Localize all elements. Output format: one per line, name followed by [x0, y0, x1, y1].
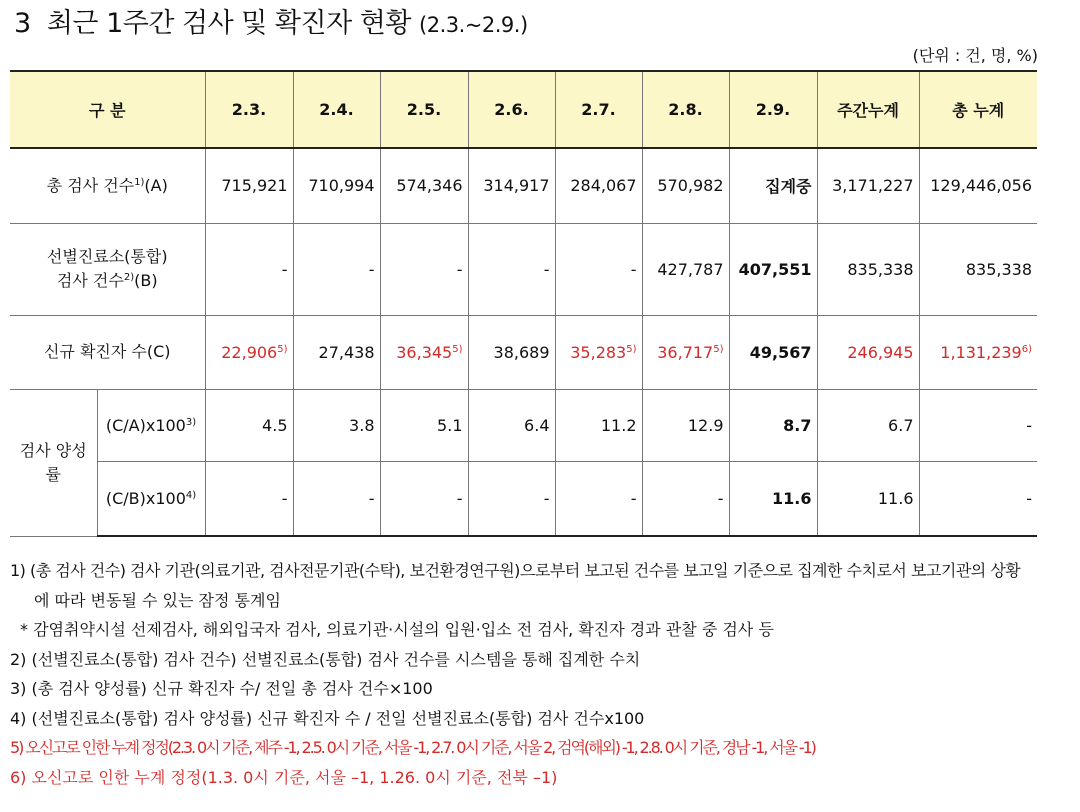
value-cell: -	[380, 461, 468, 536]
row-positivity-ca	[10, 389, 1037, 461]
sub-label-ca: (C/A)x100$^{3)}$	[97, 389, 205, 461]
value-cell-corrected: 36,717$^{5)}$	[642, 315, 729, 389]
value-cell: -	[293, 461, 380, 536]
row-label-total-tests: 총 검사 건수$^{1)}$(A)	[10, 148, 205, 223]
row-new-cases	[10, 315, 1037, 389]
value-cell-latest: 407,551	[729, 223, 817, 315]
row-screening-tests	[10, 223, 1037, 315]
title-main: 3 최근 1주간 검사 및 확진자 현황	[14, 8, 411, 39]
value-cell: -	[205, 461, 293, 536]
value-cell: 574,346	[380, 148, 468, 223]
total-cell: 129,446,056	[919, 148, 1037, 223]
value-cell: 27,438	[293, 315, 380, 389]
value-cell: -	[380, 223, 468, 315]
value-cell: 38,689	[468, 315, 555, 389]
header-date: 2.7.	[555, 71, 642, 148]
footnote-3: 3) (총 검사 양성률) 신규 확진자 수/ 전일 총 검사 건수×100	[10, 679, 433, 698]
value-cell: 5.1	[380, 389, 468, 461]
value-cell: -	[642, 461, 729, 536]
weekly-cell: 246,945	[817, 315, 919, 389]
value-cell: 427,787	[642, 223, 729, 315]
header-cumulative-total: 총 누계	[919, 71, 1037, 148]
testing-status-table	[10, 70, 1037, 537]
total-cell: 1,131,239$^{6)}$	[919, 315, 1037, 389]
row-total-tests	[10, 148, 1037, 223]
value-cell-corrected: 35,283$^{5)}$	[555, 315, 642, 389]
weekly-cell: 6.7	[817, 389, 919, 461]
value-cell: -	[555, 461, 642, 536]
value-cell-corrected: 22,906$^{5)}$	[205, 315, 293, 389]
value-cell: -	[205, 223, 293, 315]
footnote-6: 6) 오신고로 인한 누계 정정(1.3. 0시 기준, 서울 –1, 1.26. 0시 기준, 전북 –1)	[10, 767, 558, 787]
footnote-star: * 감염취약시설 선제검사, 해외입국자 검사, 의료기관·시설의 입원·입소 전 검사, 확진자 경과 관찰 중 검사 등	[20, 620, 774, 639]
header-date: 2.9.	[729, 71, 817, 148]
footnote-2: 2) (선별진료소(통합) 검사 건수) 선별진료소(통합) 검사 건수를 시스템을 통해 집계한 수치	[10, 649, 641, 669]
weekly-cell: 11.6	[817, 461, 919, 536]
page-title	[14, 4, 528, 45]
footnote-5: 5) 오신고로 인한 누계 정정(2.3. 0시 기준, 제주 -1, 2.5. 0시 기준, 서울 -1, 2.7. 0시 기준, 서울 2, 검역(해외) -1, 2.8. 0시 기준, 경남 -1, 서울 -1)	[10, 738, 815, 757]
header-date: 2.6.	[468, 71, 555, 148]
header-date: 2.3.	[205, 71, 293, 148]
value-cell: 3.8	[293, 389, 380, 461]
unit-note: (단위 : 건, 명, %)	[912, 46, 1038, 65]
value-cell: 6.4	[468, 389, 555, 461]
header-date: 2.4.	[293, 71, 380, 148]
value-cell-latest: 11.6	[729, 461, 817, 536]
row-positivity-cb	[10, 461, 1037, 536]
value-cell: 314,917	[468, 148, 555, 223]
total-cell: -	[919, 461, 1037, 536]
table-header-row	[10, 71, 1037, 148]
value-cell-latest: 49,567	[729, 315, 817, 389]
total-cell: -	[919, 389, 1037, 461]
weekly-cell: 3,171,227	[817, 148, 919, 223]
row-label-screening-tests: 선별진료소(통합) 검사 건수$^{2)}$(B)	[10, 223, 205, 315]
value-cell: -	[555, 223, 642, 315]
value-cell: -	[468, 223, 555, 315]
row-label-positivity: 검사 양성률	[10, 389, 97, 536]
value-cell: 710,994	[293, 148, 380, 223]
weekly-cell: 835,338	[817, 223, 919, 315]
footnote-1: 1) (총 검사 건수) 검사 기관(의료기관, 검사전문기관(수탁), 보건환경연구원)으로부터 보고된 건수를 보고일 기준으로 집계한 수치로서 보고기관의 상황	[10, 561, 1021, 580]
title-date-range: (2.3.~2.9.)	[419, 13, 528, 37]
value-cell-latest: 8.7	[729, 389, 817, 461]
value-cell: 284,067	[555, 148, 642, 223]
value-cell: 4.5	[205, 389, 293, 461]
value-cell: 715,921	[205, 148, 293, 223]
footnote-1-continued: 에 따라 변동될 수 있는 잠정 통계임	[34, 590, 281, 610]
header-date: 2.5.	[380, 71, 468, 148]
value-cell: 11.2	[555, 389, 642, 461]
header-date: 2.8.	[642, 71, 729, 148]
value-cell-corrected: 36,345$^{5)}$	[380, 315, 468, 389]
value-cell: -	[293, 223, 380, 315]
sub-label-cb: (C/B)x100$^{4)}$	[97, 461, 205, 536]
value-cell: 12.9	[642, 389, 729, 461]
total-cell: 835,338	[919, 223, 1037, 315]
footnote-4: 4) (선별진료소(통합) 검사 양성률) 신규 확진자 수 / 전일 선별진료소(통합) 검사 건수x100	[10, 708, 645, 728]
row-label-new-cases: 신규 확진자 수(C)	[10, 315, 205, 389]
footnotes	[10, 556, 1070, 792]
value-cell: 570,982	[642, 148, 729, 223]
header-category: 구 분	[10, 71, 205, 148]
header-weekly-total: 주간누계	[817, 71, 919, 148]
value-cell-latest: 집계중	[729, 148, 817, 223]
value-cell: -	[468, 461, 555, 536]
